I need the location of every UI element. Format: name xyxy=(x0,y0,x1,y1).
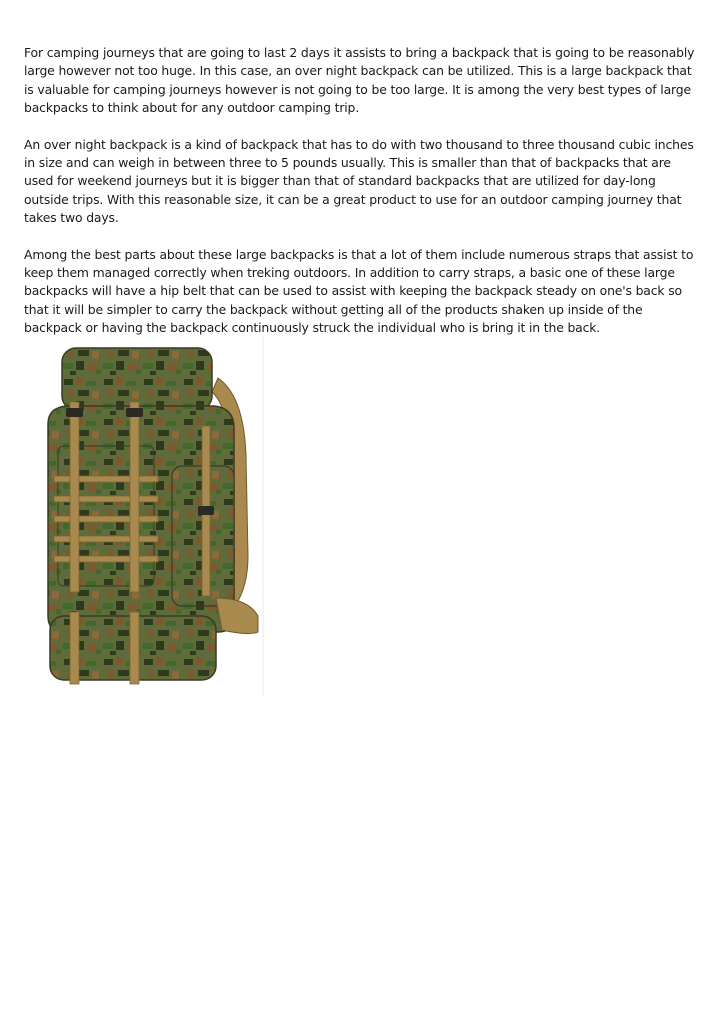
paragraph-3: Among the best parts about these large backpacks is that a lot of them include numerous straps that assist to keep them managed correctly when treking outdoors. In addition to carry straps, a basic one of these large backpacks will have a hip belt that can be used to assist with keeping the backpack steady on one's back so that it will be simpler to carry the backpack without getting all of the products shaken up inside of the backpack or having the backpack continuously struck the individual who is bring it in the back. xyxy=(24,246,694,336)
top-lid xyxy=(62,348,212,410)
image-edge xyxy=(262,336,264,696)
hip-belt xyxy=(216,598,258,634)
paragraph-2: An over night backpack is a kind of backpack that has to do with two thousand to three thousand cubic inches in size and can weigh in between three to 5 pounds usually. This is smaller than that of backpacks that are used for weekend journeys but it is bigger than that of standard backpacks that are utilized for day-long outside trips. With this reasonable size, it can be a great product to use for an outdoor camping journey that takes two days. xyxy=(24,136,694,226)
paragraph-1: For camping journeys that are going to last 2 days it assists to bring a backpack that is going to be reasonably large however not too huge. In this case, an over night backpack can be utilized. This is a large backpack that is valuable for camping journeys however is not going to be too large. It is among the very best types of large backpacks to think about for any outdoor camping trip. xyxy=(24,45,695,116)
camo-backpack-image xyxy=(22,336,262,696)
article-body xyxy=(24,44,700,356)
